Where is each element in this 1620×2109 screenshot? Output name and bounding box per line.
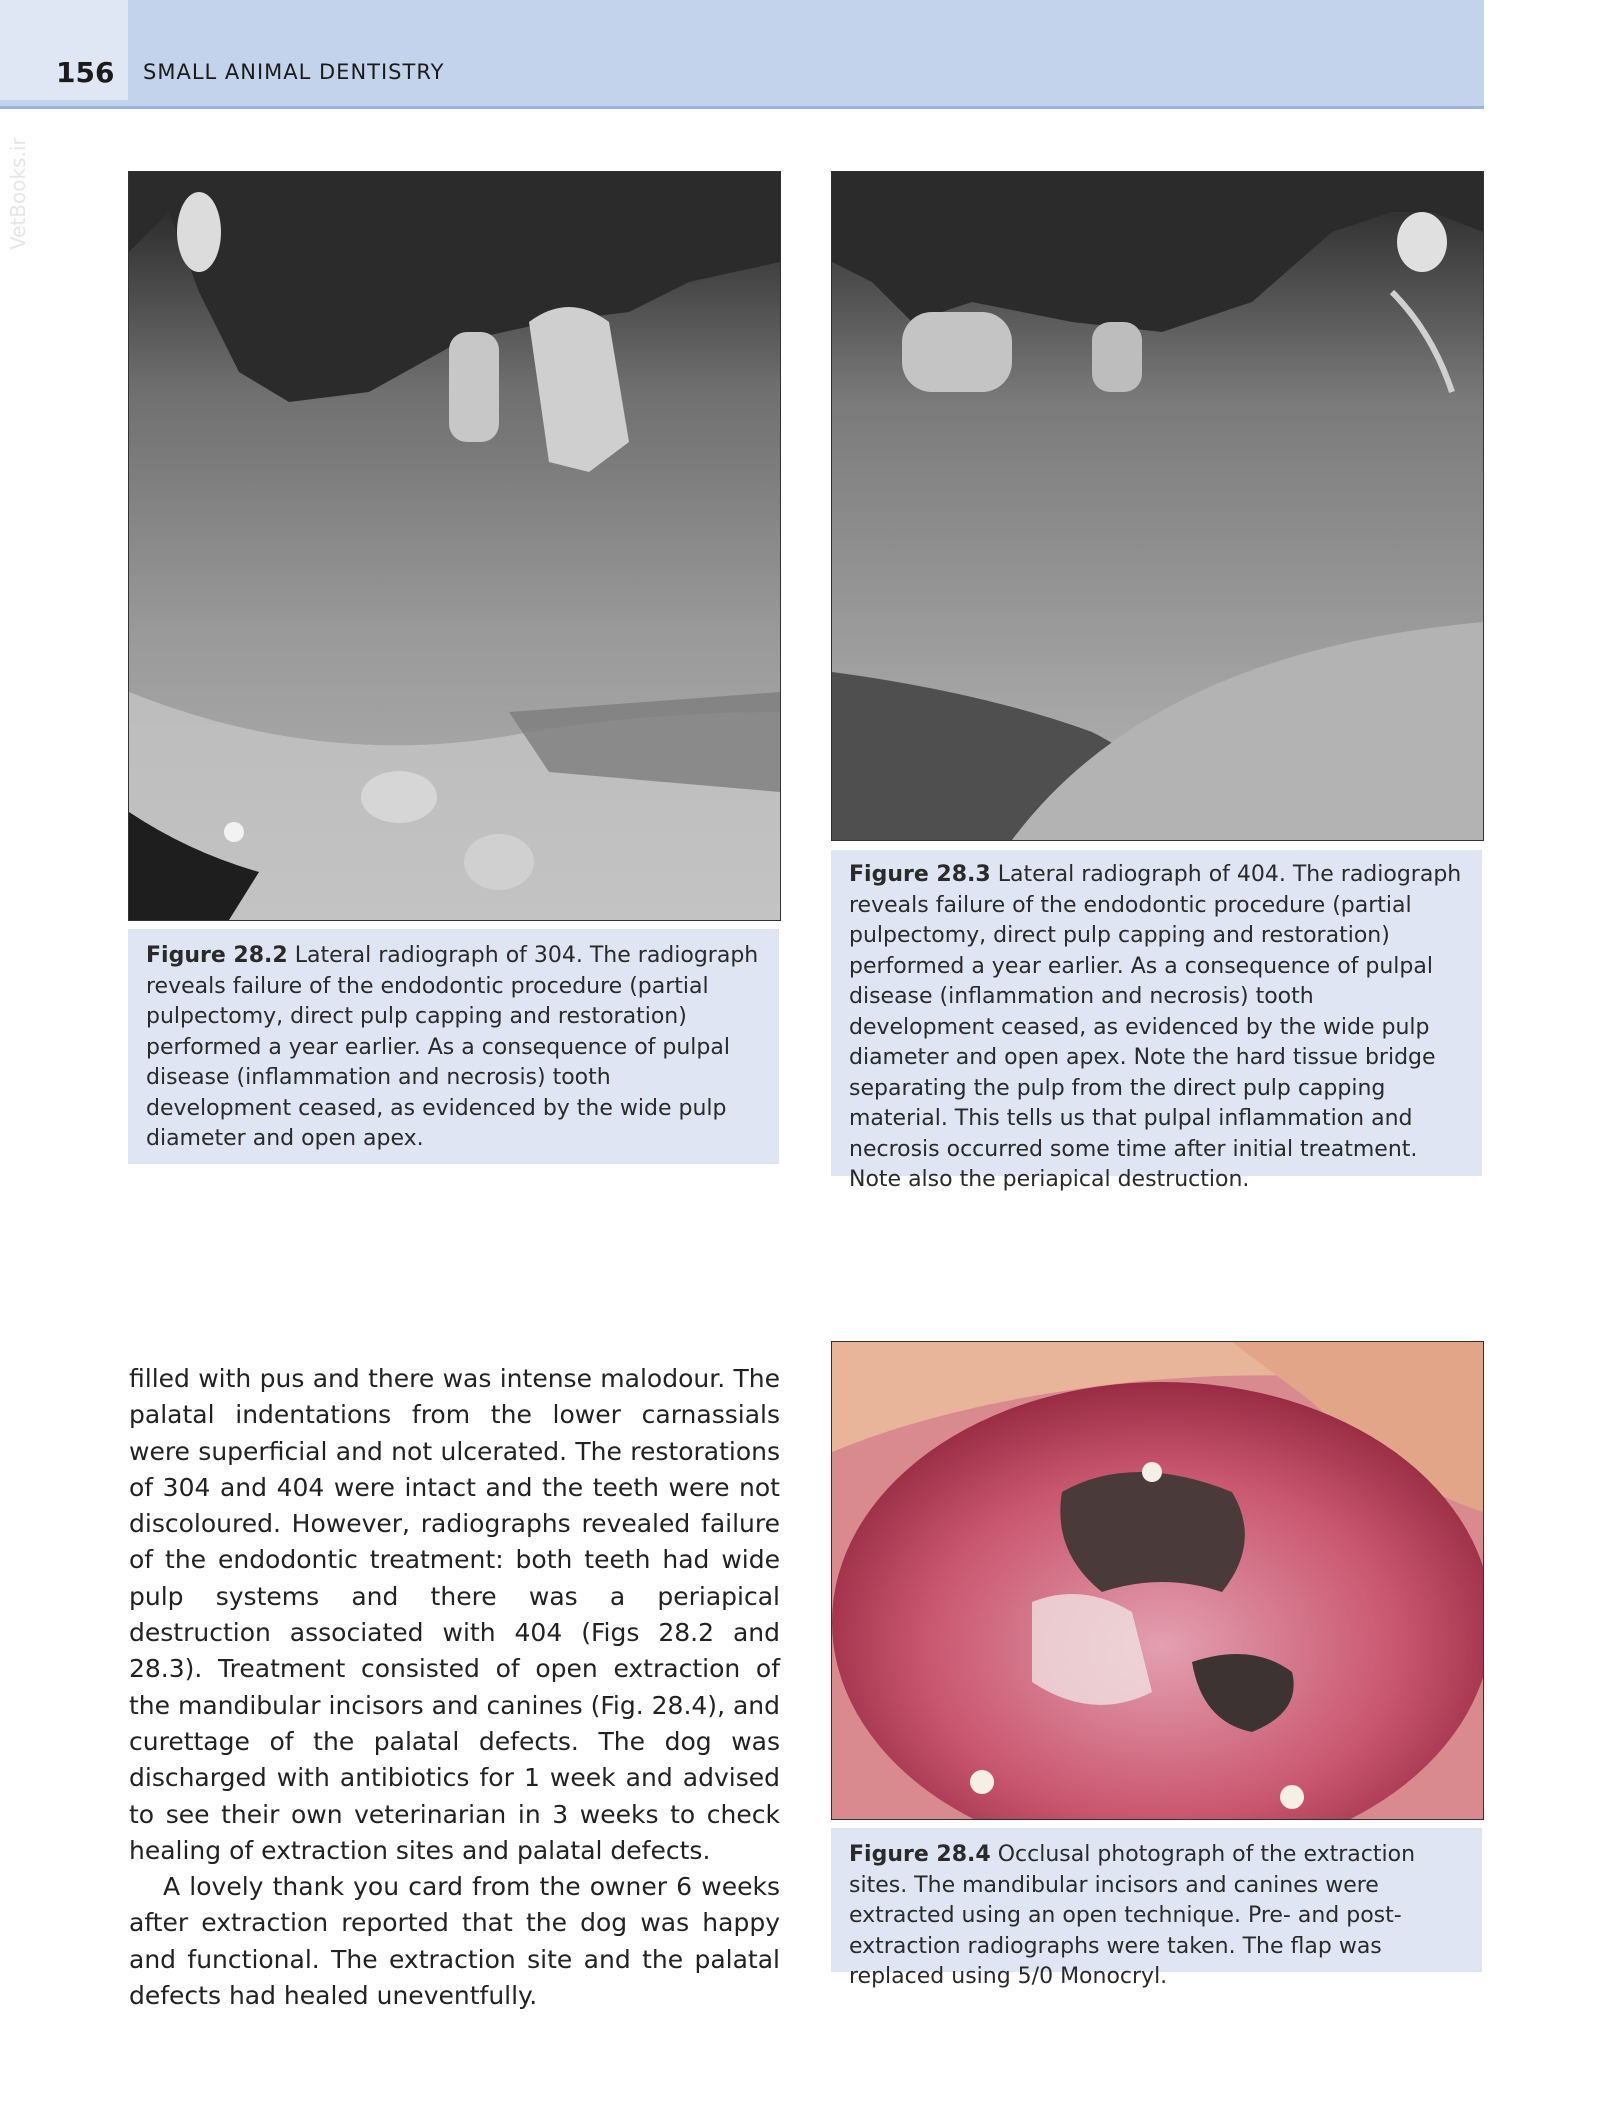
figure-28-4-photo — [831, 1341, 1484, 1820]
figure-label: Figure 28.2 — [146, 943, 288, 968]
body-paragraph: A lovely thank you card from the owner 6 weeks after extraction reported that the dog was happy and functional. The extraction site and the palatal defects had healed uneventfully. — [129, 1872, 780, 2011]
watermark: VetBooks.ir — [6, 137, 30, 250]
occlusal-photo-image — [832, 1342, 1483, 1819]
body-text — [129, 1361, 780, 2014]
running-title: SMALL ANIMAL DENTISTRY — [143, 60, 445, 84]
figure-label: Figure 28.3 — [849, 862, 991, 887]
figure-28-2-caption — [128, 929, 779, 1164]
figure-28-3-caption — [831, 850, 1482, 1192]
figure-28-3-radiograph — [831, 171, 1484, 841]
caption-text: Lateral radiograph of 404. The radiograph reveals failure of the endodontic procedure (partial pulpectomy, direct pulp capping and restoration) performed a year earlier. As a consequence of pulpal disease (inflammation and necrosis) tooth development ceased, as evidenced by the wide pulp diameter and open apex. Note the hard tissue bridge separating the pulp from the direct pulp capping material. This tells us that pulpal inflammation and necrosis occurred some time after initial treatment. Note also the periapical destruction. — [849, 862, 1462, 1192]
radiograph-404-image — [832, 172, 1483, 840]
figure-28-2-radiograph — [128, 171, 781, 921]
page-number: 156 — [56, 56, 115, 89]
figure-28-4-caption — [831, 1828, 1482, 1989]
radiograph-304-image — [129, 172, 780, 920]
caption-text: Lateral radiograph of 304. The radiograph reveals failure of the endodontic procedure (partial pulpectomy, direct pulp capping and restoration) performed a year earlier. As a consequence of pulpal disease (inflammation and necrosis) tooth development ceased, as evidenced by the wide pulp diameter and open apex. — [146, 943, 759, 1151]
body-paragraph: filled with pus and there was intense malodour. The palatal indentations from the lower carnassials were superficial and not ulcerated. The restorations of 304 and 404 were intact and the teeth were not discoloured. However, radiographs revealed failure of the endodontic treatment: both teeth had wide pulp systems and there was a periapical destruction associated with 404 (Figs 28.2 and 28.3). Treatment consisted of open extraction of the mandibular incisors and canines (Fig. 28.4), and curettage of the palatal defects. The dog was discharged with antibiotics for 1 week and advised to see their own veterinarian in 3 weeks to check healing of extraction sites and palatal defects. — [129, 1364, 780, 1865]
running-header — [0, 0, 1484, 109]
caption-text: Occlusal photograph of the extraction sites. The mandibular incisors and canines were extracted using an open technique. Pre- and post-extraction radiographs were taken. The flap was replaced using 5/0 Monocryl. — [849, 1842, 1416, 1989]
figure-label: Figure 28.4 — [849, 1842, 991, 1867]
